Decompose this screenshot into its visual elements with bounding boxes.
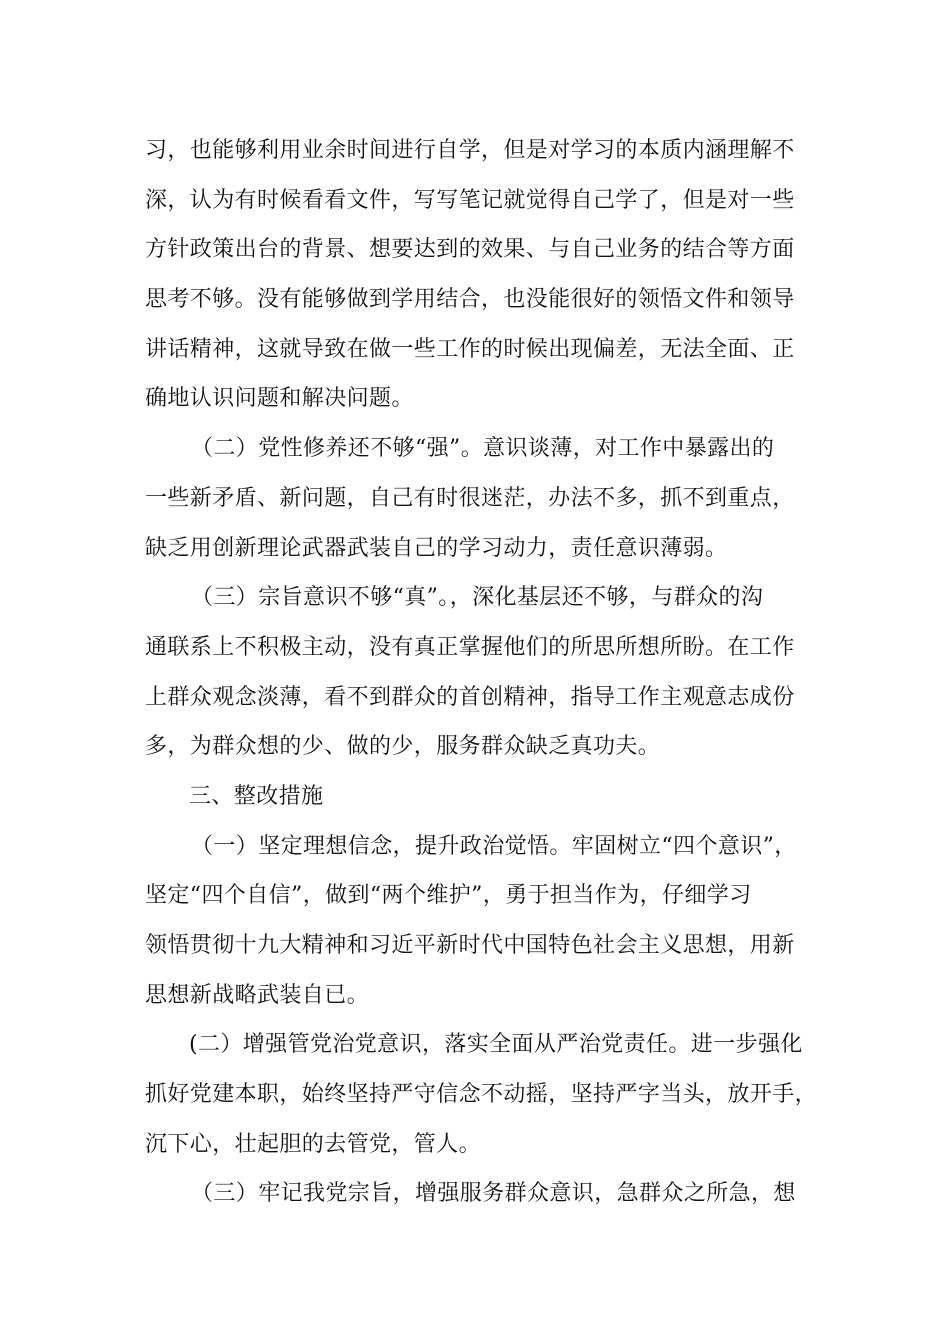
section-heading-purpose: （三）宗旨意识不够“真”。，深化基层还不够，与群众的沟 xyxy=(191,585,764,611)
measure-heading-three: （三）牢记我党宗旨，增强服务群众意识，急群众之所急，想 xyxy=(191,1181,796,1207)
text-line: 多，为群众想的少、做的少，服务群众缺乏真功夫。 xyxy=(145,734,661,760)
text-line: 领悟贯彻十九大精神和习近平新时代中国特色社会主义思想，用新 xyxy=(145,933,795,958)
text-line: 缺乏用创新理论武器武装自己的学习动力，责任意识薄弱。 xyxy=(145,535,728,561)
text-line: 确地认识问题和解决问题。 xyxy=(145,386,414,412)
text-line: 思考不够。没有能够做到学用结合，也没能很好的领悟文件和领导 xyxy=(145,287,795,313)
text-line: 沉下心，壮起胆的去管党，管人。 xyxy=(145,1131,482,1157)
text-line: 讲话精神，这就导致在做一些工作的时候出现偏差，无法全面、正 xyxy=(145,336,795,362)
text-line: 一些新矛盾、新问题，自己有时很迷茫，办法不多，抓不到重点， xyxy=(145,485,795,511)
text-line: 坚定“四个自信”，做到“两个维护”，勇于担当作为，仔细学习 xyxy=(145,883,752,909)
text-line: 方针政策出台的背景、想要达到的效果、与自己业务的结合等方面 xyxy=(145,237,795,263)
text-line: 习，也能够利用业余时间进行自学，但是对学习的本质内涵理解不 xyxy=(145,138,795,163)
text-line: 抓好党建本职，始终坚持严守信念不动摇，坚持严字当头，放开手， xyxy=(145,1082,818,1108)
text-line: 思想新战略武装自已。 xyxy=(145,982,370,1008)
text-line: 通联系上不积极主动，没有真正掌握他们的所思所想所盼。在工作 xyxy=(145,634,795,660)
document-body xyxy=(145,126,818,1219)
text-line: 上群众观念淡薄，看不到群众的首创精神，指导工作主观意志成份 xyxy=(145,684,795,710)
section-heading-rectification: 三、整改措施 xyxy=(189,783,324,809)
measure-heading-one: （一）坚定理想信念，提升政治觉悟。牢固树立“四个意识”， xyxy=(191,833,797,859)
section-heading-party-spirit: （二）党性修养还不够“强”。意识谈薄，对工作中暴露出的 xyxy=(191,436,775,462)
measure-heading-two: (二）增强管党治党意识，落实全面从严治党责任。进一步强化 xyxy=(189,1032,803,1058)
text-line: 深，认为有时候看看文件，写写笔记就觉得自己学了，但是对一些 xyxy=(145,187,795,213)
